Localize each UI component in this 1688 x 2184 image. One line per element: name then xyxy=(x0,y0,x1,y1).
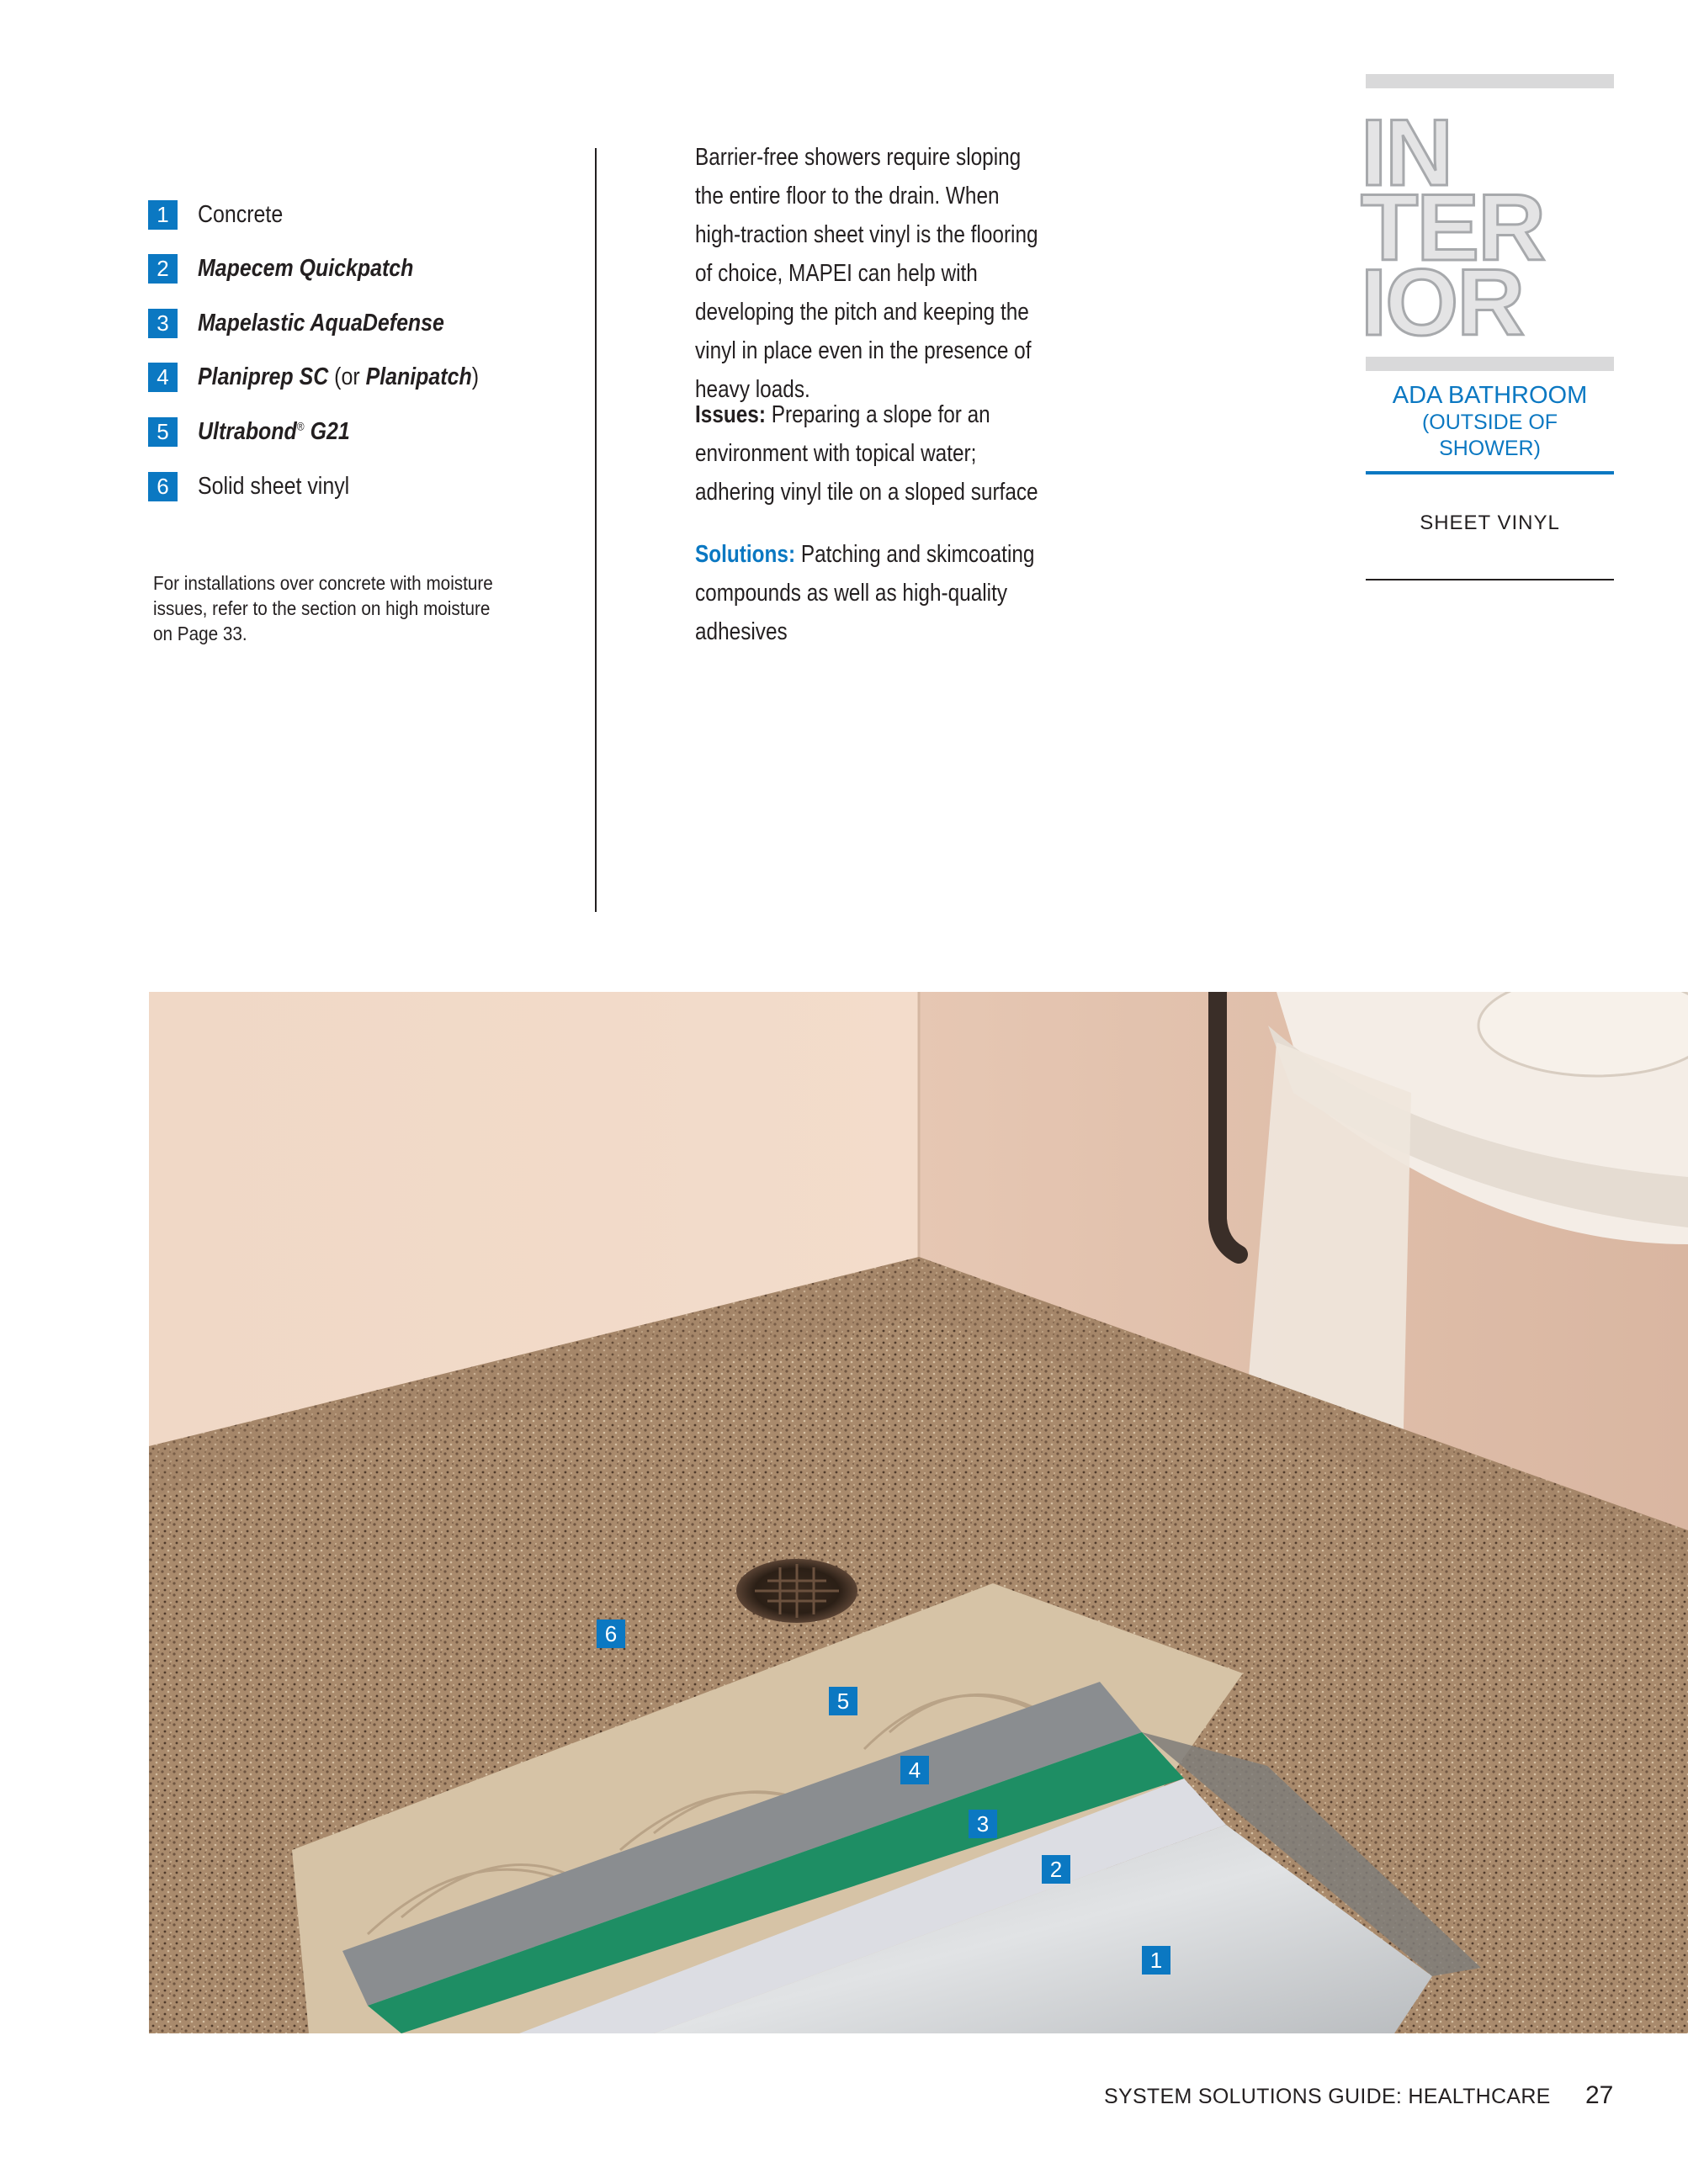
legend-number-badge: 2 xyxy=(148,254,178,284)
bottom-grey-bar xyxy=(1366,357,1614,371)
photo-label-2: 2 xyxy=(1042,1855,1070,1884)
moisture-note: For installations over concrete with moisture issues, refer to the section on high moisture on Page 33. xyxy=(153,572,493,644)
paren-open: (or xyxy=(328,363,366,390)
legend-item-5 xyxy=(148,417,374,446)
footer-guide-title: SYSTEM SOLUTIONS GUIDE: HEALTHCARE xyxy=(1104,2085,1551,2108)
section-word-line-3: IOR xyxy=(1361,250,1524,355)
category-subtitle-line-1: (OUTSIDE OF xyxy=(1421,411,1558,434)
floor-installation-photo xyxy=(149,992,1688,2033)
legend-item-4 xyxy=(148,363,524,391)
product-suffix: G21 xyxy=(304,417,350,445)
column-divider xyxy=(595,148,597,912)
solutions-text: Patching and skimcoating compounds as well as high-quality adhesives xyxy=(695,541,1035,645)
black-divider xyxy=(1366,579,1614,580)
photo-label-5: 5 xyxy=(829,1687,857,1715)
product-name: Ultrabond xyxy=(198,417,297,445)
solutions-label: Solutions: xyxy=(695,541,796,568)
legend-label: Concrete xyxy=(198,200,284,228)
legend-number-badge: 6 xyxy=(148,472,178,501)
flooring-type: SHEET VINYL xyxy=(1420,512,1560,534)
registered-mark: ® xyxy=(296,418,305,432)
legend-label xyxy=(198,363,479,391)
solutions-paragraph xyxy=(695,535,1048,651)
legend-label: Solid sheet vinyl xyxy=(198,472,350,500)
intro-paragraph: Barrier-free showers require sloping the entire floor to the drain. When high-traction sheet vinyl is the flooring of choice, MAPEI can help with developing the pitch and keeping the vinyl in place even in the presence of heavy loads. xyxy=(695,144,1038,403)
issues-text: Preparing a slope for an environment with topical water; adhering vinyl tile on a sloped surface xyxy=(695,401,1038,506)
paren-close: ) xyxy=(471,363,480,390)
photo-label-6: 6 xyxy=(597,1619,625,1648)
legend-item-1 xyxy=(148,200,297,229)
legend-item-6 xyxy=(148,472,374,501)
photo-label-3: 3 xyxy=(969,1810,997,1838)
legend-number-badge: 1 xyxy=(148,200,178,230)
section-word-line-2: TER xyxy=(1361,175,1544,280)
legend-label: Mapelastic AquaDefense xyxy=(198,309,444,337)
issues-label: Issues: xyxy=(695,401,766,428)
category-title: ADA BATHROOM xyxy=(1392,382,1588,409)
legend-number-badge: 4 xyxy=(148,363,178,392)
bathroom-floor-illustration xyxy=(149,992,1688,2033)
product-alt-name: Planipatch xyxy=(365,363,472,390)
section-word-line-1: IN xyxy=(1361,100,1452,205)
top-grey-bar xyxy=(1366,74,1614,88)
legend-label xyxy=(198,418,350,446)
legend-label: Mapecem Quickpatch xyxy=(198,254,414,282)
blue-divider xyxy=(1366,471,1614,474)
product-name: Planiprep SC xyxy=(198,363,329,390)
legend-item-2 xyxy=(148,254,449,283)
category-subtitle-line-2: SHOWER) xyxy=(1439,437,1541,460)
issues-paragraph xyxy=(695,395,1048,512)
page-number: 27 xyxy=(1585,2081,1614,2109)
legend-number-badge: 5 xyxy=(148,417,178,447)
photo-label-4: 4 xyxy=(900,1756,929,1784)
legend-item-3 xyxy=(148,309,485,337)
photo-label-1: 1 xyxy=(1142,1946,1170,1975)
legend-number-badge: 3 xyxy=(148,309,178,338)
